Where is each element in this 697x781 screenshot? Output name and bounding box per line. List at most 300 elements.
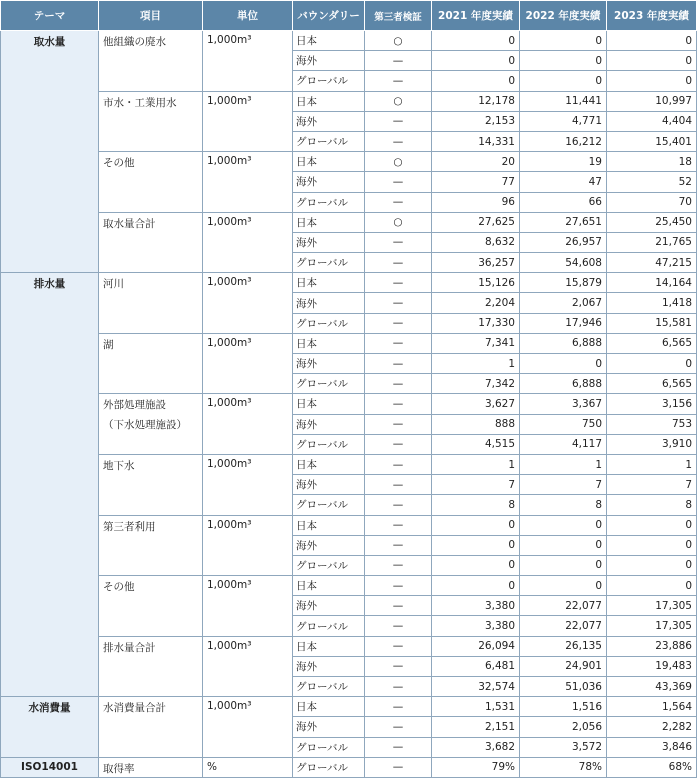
boundary-cell: 日本 [293, 636, 365, 656]
fy2021-cell: 15,126 [432, 273, 520, 293]
verification-cell: — [365, 374, 432, 394]
unit-cell: 1,000m³ [203, 31, 293, 51]
fy2021-cell: 8,632 [432, 232, 520, 252]
unit-cell: 1,000m³ [203, 697, 293, 717]
fy2023-cell: 18 [607, 152, 697, 172]
verification-cell: — [365, 71, 432, 91]
fy2022-cell: 2,056 [520, 717, 607, 737]
fy2021-cell: 79% [432, 757, 520, 777]
verification-cell: — [365, 51, 432, 71]
fy2021-cell: 6,481 [432, 656, 520, 676]
verification-cell: ○ [365, 152, 432, 172]
item-cell-empty [99, 131, 203, 151]
table-row [1, 454, 697, 474]
fy2021-cell: 0 [432, 555, 520, 575]
boundary-cell: 海外 [293, 111, 365, 131]
unit-cell: 1,000m³ [203, 636, 293, 656]
fy2022-cell: 8 [520, 495, 607, 515]
fy2021-cell: 96 [432, 192, 520, 212]
fy2023-cell: 15,581 [607, 313, 697, 333]
item-cell-empty [99, 51, 203, 71]
fy2023-cell: 21,765 [607, 232, 697, 252]
fy2021-cell: 4,515 [432, 434, 520, 454]
unit-cell-empty [203, 737, 293, 757]
verification-cell: — [365, 677, 432, 697]
fy2022-cell: 0 [520, 354, 607, 374]
fy2023-cell: 0 [607, 51, 697, 71]
boundary-cell: 日本 [293, 394, 365, 414]
item-cell: 水消費量合計 [99, 697, 203, 717]
item-cell-empty [99, 616, 203, 636]
fy2022-cell: 19 [520, 152, 607, 172]
boundary-cell: 海外 [293, 535, 365, 555]
fy2023-cell: 1 [607, 454, 697, 474]
fy2021-cell: 0 [432, 576, 520, 596]
verification-cell: — [365, 636, 432, 656]
unit-cell-empty [203, 535, 293, 555]
table-row [1, 71, 697, 91]
fy2023-cell: 8 [607, 495, 697, 515]
boundary-cell: グローバル [293, 737, 365, 757]
fy2021-cell: 2,204 [432, 293, 520, 313]
boundary-cell: 日本 [293, 697, 365, 717]
unit-cell: 1,000m³ [203, 152, 293, 172]
item-cell-empty [99, 293, 203, 313]
unit-cell-empty [203, 253, 293, 273]
fy2023-cell: 2,282 [607, 717, 697, 737]
item-cell: 第三者利用 [99, 515, 203, 535]
fy2021-cell: 3,682 [432, 737, 520, 757]
table-row [1, 273, 697, 293]
table-row [1, 192, 697, 212]
fy2023-cell: 0 [607, 515, 697, 535]
item-cell-empty [99, 192, 203, 212]
boundary-cell: 日本 [293, 91, 365, 111]
table-row [1, 414, 697, 434]
fy2022-cell: 26,957 [520, 232, 607, 252]
table-row [1, 656, 697, 676]
item-cell-empty [99, 434, 203, 454]
fy2023-cell: 14,164 [607, 273, 697, 293]
verification-cell: — [365, 273, 432, 293]
unit-cell: 1,000m³ [203, 333, 293, 353]
boundary-cell: グローバル [293, 434, 365, 454]
fy2022-cell: 15,879 [520, 273, 607, 293]
unit-cell: 1,000m³ [203, 454, 293, 474]
boundary-cell: 海外 [293, 475, 365, 495]
fy2021-cell: 1 [432, 454, 520, 474]
verification-cell: — [365, 737, 432, 757]
verification-cell: — [365, 111, 432, 131]
boundary-cell: 海外 [293, 172, 365, 192]
unit-cell-empty [203, 172, 293, 192]
item-cell-empty [99, 232, 203, 252]
item-cell-empty [99, 596, 203, 616]
fy2022-cell: 78% [520, 757, 607, 777]
unit-cell: % [203, 757, 293, 777]
table-row [1, 616, 697, 636]
fy2022-cell: 0 [520, 31, 607, 51]
unit-cell-empty [203, 354, 293, 374]
boundary-cell: 海外 [293, 414, 365, 434]
table-row [1, 293, 697, 313]
item-cell: その他 [99, 576, 203, 596]
boundary-cell: 海外 [293, 51, 365, 71]
fy2023-cell: 0 [607, 555, 697, 575]
unit-cell: 1,000m³ [203, 273, 293, 293]
verification-cell: — [365, 535, 432, 555]
unit-cell-empty [203, 111, 293, 131]
item-cell-empty [99, 253, 203, 273]
unit-cell-empty [203, 71, 293, 91]
boundary-cell: 海外 [293, 293, 365, 313]
fy2022-cell: 2,067 [520, 293, 607, 313]
table-row [1, 697, 697, 717]
boundary-cell: 日本 [293, 515, 365, 535]
table-row [1, 737, 697, 757]
unit-cell: 1,000m³ [203, 91, 293, 111]
boundary-cell: 海外 [293, 232, 365, 252]
verification-cell: — [365, 414, 432, 434]
fy2021-cell: 12,178 [432, 91, 520, 111]
unit-cell-empty [203, 414, 293, 434]
boundary-cell: 日本 [293, 454, 365, 474]
fy2021-cell: 2,151 [432, 717, 520, 737]
fy2021-cell: 0 [432, 535, 520, 555]
fy2023-cell: 43,369 [607, 677, 697, 697]
fy2022-cell: 0 [520, 71, 607, 91]
fy2022-cell: 51,036 [520, 677, 607, 697]
unit-cell-empty [203, 475, 293, 495]
table-row [1, 152, 697, 172]
fy2023-cell: 3,846 [607, 737, 697, 757]
boundary-cell: 日本 [293, 152, 365, 172]
boundary-cell: グローバル [293, 131, 365, 151]
fy2022-cell: 11,441 [520, 91, 607, 111]
fy2023-cell: 4,404 [607, 111, 697, 131]
fy2021-cell: 36,257 [432, 253, 520, 273]
unit-cell: 1,000m³ [203, 394, 293, 414]
boundary-cell: 日本 [293, 31, 365, 51]
fy2021-cell: 27,625 [432, 212, 520, 232]
item-cell: その他 [99, 152, 203, 172]
unit-cell: 1,000m³ [203, 515, 293, 535]
fy2023-cell: 68% [607, 757, 697, 777]
item-cell: 取水量合計 [99, 212, 203, 232]
header-boundary: バウンダリー [293, 1, 365, 31]
verification-cell: — [365, 313, 432, 333]
header-unit: 単位 [203, 1, 293, 31]
item-cell: 他組織の廃水 [99, 31, 203, 51]
item-cell: 湖 [99, 333, 203, 353]
boundary-cell: グローバル [293, 192, 365, 212]
verification-cell: — [365, 192, 432, 212]
table-row [1, 475, 697, 495]
item-cell-empty [99, 737, 203, 757]
fy2022-cell: 0 [520, 555, 607, 575]
fy2023-cell: 23,886 [607, 636, 697, 656]
fy2022-cell: 16,212 [520, 131, 607, 151]
boundary-cell: 海外 [293, 354, 365, 374]
fy2021-cell: 0 [432, 31, 520, 51]
fy2022-cell: 6,888 [520, 374, 607, 394]
fy2023-cell: 47,215 [607, 253, 697, 273]
table-row [1, 434, 697, 454]
boundary-cell: グローバル [293, 677, 365, 697]
unit-cell-empty [203, 656, 293, 676]
fy2023-cell: 7 [607, 475, 697, 495]
fy2021-cell: 7,342 [432, 374, 520, 394]
table-row [1, 31, 697, 51]
fy2023-cell: 1,564 [607, 697, 697, 717]
item-cell: 外部処理施設 [99, 394, 203, 414]
table-body [1, 31, 697, 778]
item-cell: 市水・工業用水 [99, 91, 203, 111]
item-cell-empty [99, 71, 203, 91]
table-row [1, 51, 697, 71]
fy2023-cell: 0 [607, 71, 697, 91]
fy2021-cell: 2,153 [432, 111, 520, 131]
theme-cell: 排水量 [1, 273, 99, 697]
fy2023-cell: 0 [607, 576, 697, 596]
fy2022-cell: 0 [520, 535, 607, 555]
fy2022-cell: 17,946 [520, 313, 607, 333]
fy2021-cell: 3,627 [432, 394, 520, 414]
verification-cell: — [365, 757, 432, 777]
fy2021-cell: 0 [432, 71, 520, 91]
fy2022-cell: 7 [520, 475, 607, 495]
fy2023-cell: 6,565 [607, 333, 697, 353]
fy2021-cell: 1,531 [432, 697, 520, 717]
fy2022-cell: 22,077 [520, 596, 607, 616]
item-cell-empty [99, 374, 203, 394]
verification-cell: — [365, 475, 432, 495]
fy2023-cell: 6,565 [607, 374, 697, 394]
fy2023-cell: 10,997 [607, 91, 697, 111]
boundary-cell: グローバル [293, 555, 365, 575]
table-row [1, 333, 697, 353]
fy2021-cell: 17,330 [432, 313, 520, 333]
table-row [1, 717, 697, 737]
verification-cell: — [365, 454, 432, 474]
unit-cell-empty [203, 717, 293, 737]
unit-cell-empty [203, 616, 293, 636]
verification-cell: — [365, 656, 432, 676]
item-cell: 地下水 [99, 454, 203, 474]
verification-cell: — [365, 495, 432, 515]
verification-cell: ○ [365, 31, 432, 51]
fy2021-cell: 0 [432, 515, 520, 535]
fy2021-cell: 3,380 [432, 596, 520, 616]
verification-cell: — [365, 253, 432, 273]
fy2022-cell: 3,572 [520, 737, 607, 757]
theme-cell: ISO14001 [1, 757, 99, 777]
fy2022-cell: 27,651 [520, 212, 607, 232]
table-row [1, 172, 697, 192]
header-verification: 第三者検証 [365, 1, 432, 31]
boundary-cell: グローバル [293, 313, 365, 333]
fy2023-cell: 25,450 [607, 212, 697, 232]
fy2022-cell: 750 [520, 414, 607, 434]
item-cell-empty [99, 535, 203, 555]
item-cell: 取得率 [99, 757, 203, 777]
verification-cell: — [365, 555, 432, 575]
boundary-cell: 日本 [293, 333, 365, 353]
boundary-cell: グローバル [293, 374, 365, 394]
unit-cell-empty [203, 374, 293, 394]
boundary-cell: グローバル [293, 71, 365, 91]
verification-cell: — [365, 616, 432, 636]
fy2023-cell: 17,305 [607, 616, 697, 636]
unit-cell-empty [203, 677, 293, 697]
fy2021-cell: 3,380 [432, 616, 520, 636]
boundary-cell: グローバル [293, 757, 365, 777]
verification-cell: ○ [365, 91, 432, 111]
fy2023-cell: 0 [607, 354, 697, 374]
unit-cell-empty [203, 192, 293, 212]
boundary-cell: 日本 [293, 576, 365, 596]
fy2021-cell: 77 [432, 172, 520, 192]
unit-cell-empty [203, 293, 293, 313]
fy2022-cell: 47 [520, 172, 607, 192]
table-row [1, 394, 697, 414]
unit-cell: 1,000m³ [203, 212, 293, 232]
boundary-cell: グローバル [293, 253, 365, 273]
item-cell: 排水量合計 [99, 636, 203, 656]
fy2021-cell: 26,094 [432, 636, 520, 656]
item-cell-empty [99, 354, 203, 374]
table-row [1, 677, 697, 697]
verification-cell: — [365, 172, 432, 192]
verification-cell: — [365, 717, 432, 737]
table-row [1, 232, 697, 252]
item-cell-empty [99, 475, 203, 495]
table-row [1, 555, 697, 575]
table-row [1, 253, 697, 273]
header-fy2023: 2023 年度実績 [607, 1, 697, 31]
verification-cell: — [365, 596, 432, 616]
fy2021-cell: 20 [432, 152, 520, 172]
unit-cell-empty [203, 596, 293, 616]
fy2021-cell: 1 [432, 354, 520, 374]
header-fy2022: 2022 年度実績 [520, 1, 607, 31]
table-row [1, 374, 697, 394]
fy2023-cell: 1,418 [607, 293, 697, 313]
header-theme: テーマ [1, 1, 99, 31]
item-cell-empty [99, 717, 203, 737]
verification-cell: — [365, 394, 432, 414]
fy2022-cell: 26,135 [520, 636, 607, 656]
fy2022-cell: 4,771 [520, 111, 607, 131]
boundary-cell: 海外 [293, 717, 365, 737]
table-row [1, 111, 697, 131]
boundary-cell: グローバル [293, 616, 365, 636]
unit-cell-empty [203, 495, 293, 515]
verification-cell: — [365, 697, 432, 717]
theme-cell: 水消費量 [1, 697, 99, 758]
fy2022-cell: 0 [520, 515, 607, 535]
item-cell-empty [99, 555, 203, 575]
fy2023-cell: 19,483 [607, 656, 697, 676]
unit-cell-empty [203, 313, 293, 333]
unit-cell-empty [203, 131, 293, 151]
theme-cell: 取水量 [1, 31, 99, 273]
table-row [1, 91, 697, 111]
table-row [1, 131, 697, 151]
fy2023-cell: 3,910 [607, 434, 697, 454]
fy2021-cell: 888 [432, 414, 520, 434]
fy2023-cell: 753 [607, 414, 697, 434]
table-row [1, 757, 697, 777]
header-fy2021: 2021 年度実績 [432, 1, 520, 31]
fy2022-cell: 54,608 [520, 253, 607, 273]
fy2022-cell: 66 [520, 192, 607, 212]
table-row [1, 535, 697, 555]
item-cell-empty [99, 656, 203, 676]
fy2023-cell: 0 [607, 31, 697, 51]
verification-cell: — [365, 576, 432, 596]
boundary-cell: グローバル [293, 495, 365, 515]
unit-cell-empty [203, 434, 293, 454]
header-row [1, 1, 697, 31]
fy2023-cell: 17,305 [607, 596, 697, 616]
fy2021-cell: 32,574 [432, 677, 520, 697]
verification-cell: ○ [365, 212, 432, 232]
boundary-cell: 日本 [293, 273, 365, 293]
fy2022-cell: 6,888 [520, 333, 607, 353]
fy2022-cell: 1 [520, 454, 607, 474]
fy2023-cell: 3,156 [607, 394, 697, 414]
verification-cell: — [365, 232, 432, 252]
table-row [1, 515, 697, 535]
fy2023-cell: 70 [607, 192, 697, 212]
item-cell-empty [99, 495, 203, 515]
item-cell: 河川 [99, 273, 203, 293]
table-row [1, 596, 697, 616]
unit-cell: 1,000m³ [203, 576, 293, 596]
verification-cell: — [365, 354, 432, 374]
table-row [1, 636, 697, 656]
fy2021-cell: 8 [432, 495, 520, 515]
verification-cell: — [365, 434, 432, 454]
fy2022-cell: 0 [520, 51, 607, 71]
item-cell-empty [99, 677, 203, 697]
verification-cell: — [365, 515, 432, 535]
unit-cell-empty [203, 51, 293, 71]
header-item: 項目 [99, 1, 203, 31]
fy2022-cell: 4,117 [520, 434, 607, 454]
fy2021-cell: 0 [432, 51, 520, 71]
fy2023-cell: 0 [607, 535, 697, 555]
boundary-cell: 海外 [293, 656, 365, 676]
fy2021-cell: 14,331 [432, 131, 520, 151]
table-row [1, 212, 697, 232]
boundary-cell: 海外 [293, 596, 365, 616]
verification-cell: — [365, 333, 432, 353]
item-cell-empty [99, 111, 203, 131]
table-row [1, 576, 697, 596]
fy2021-cell: 7,341 [432, 333, 520, 353]
item-cell-empty [99, 172, 203, 192]
unit-cell-empty [203, 232, 293, 252]
item-cell-continued: （下水処理施設） [99, 414, 203, 434]
fy2022-cell: 24,901 [520, 656, 607, 676]
fy2022-cell: 3,367 [520, 394, 607, 414]
unit-cell-empty [203, 555, 293, 575]
fy2022-cell: 22,077 [520, 616, 607, 636]
fy2021-cell: 7 [432, 475, 520, 495]
fy2022-cell: 1,516 [520, 697, 607, 717]
